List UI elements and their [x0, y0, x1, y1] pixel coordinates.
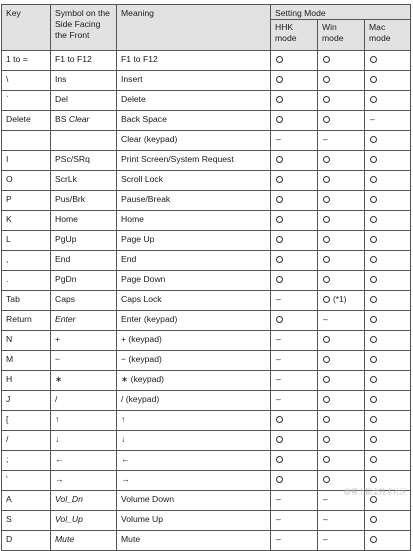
- header-win-mode: Win mode: [318, 20, 365, 51]
- circle-icon: [323, 236, 330, 243]
- cell-symbol: Mute: [51, 531, 117, 551]
- circle-icon: [370, 356, 377, 363]
- cell-key: ': [2, 471, 51, 491]
- cell-meaning: End: [117, 251, 271, 271]
- cell-win-mode: [318, 131, 365, 151]
- circle-icon: [370, 316, 377, 323]
- circle-icon: [323, 276, 330, 283]
- circle-icon: [370, 516, 377, 523]
- cell-win-mode: [318, 271, 365, 291]
- circle-icon: [370, 276, 377, 283]
- cell-key: M: [2, 351, 51, 371]
- cell-mac-mode: [365, 71, 411, 91]
- cell-mac-mode: [365, 511, 411, 531]
- cell-win-mode: [318, 451, 365, 471]
- cell-hhk-mode: [271, 531, 318, 551]
- table-row: [2, 411, 411, 431]
- cell-meaning: Page Down: [117, 271, 271, 291]
- cell-symbol: Home: [51, 211, 117, 231]
- cell-meaning: ↓: [117, 431, 271, 451]
- cell-hhk-mode: [271, 91, 318, 111]
- cell-symbol: ↑: [51, 411, 117, 431]
- cell-mac-mode: [365, 411, 411, 431]
- cell-hhk-mode: [271, 471, 318, 491]
- cell-key: S: [2, 511, 51, 531]
- cell-symbol: ScrLk: [51, 171, 117, 191]
- circle-icon: [276, 416, 283, 423]
- cell-key: [: [2, 411, 51, 431]
- circle-icon: [323, 396, 330, 403]
- table-header: [2, 5, 411, 51]
- cell-symbol: End: [51, 251, 117, 271]
- cell-symbol: Del: [51, 91, 117, 111]
- cell-mac-mode: [365, 231, 411, 251]
- cell-key: A: [2, 491, 51, 511]
- cell-symbol: →: [51, 471, 117, 491]
- cell-mac-mode: [365, 531, 411, 551]
- cell-mac-mode: [365, 151, 411, 171]
- circle-icon: [323, 176, 330, 183]
- cell-mac-mode: [365, 251, 411, 271]
- header-meaning: Meaning: [117, 5, 271, 51]
- cell-key: Tab: [2, 291, 51, 311]
- circle-icon: [276, 116, 283, 123]
- cell-hhk-mode: [271, 231, 318, 251]
- footnote-ref: (*1): [333, 294, 347, 304]
- cell-symbol: ↓: [51, 431, 117, 451]
- table-row: [2, 451, 411, 471]
- cell-win-mode: [318, 111, 365, 131]
- circle-icon: [276, 236, 283, 243]
- cell-meaning: Pause/Break: [117, 191, 271, 211]
- cell-symbol: Caps: [51, 291, 117, 311]
- cell-mac-mode: [365, 451, 411, 471]
- table-row: [2, 431, 411, 451]
- circle-icon: [323, 376, 330, 383]
- cell-hhk-mode: [271, 131, 318, 151]
- cell-hhk-mode: [271, 71, 318, 91]
- cell-symbol: PSc/SRq: [51, 151, 117, 171]
- cell-key: H: [2, 371, 51, 391]
- cell-mac-mode: [365, 191, 411, 211]
- cell-win-mode: [318, 211, 365, 231]
- cell-key: I: [2, 151, 51, 171]
- circle-icon: [323, 96, 330, 103]
- cell-meaning: Back Space: [117, 111, 271, 131]
- circle-icon: [323, 296, 330, 303]
- cell-hhk-mode: [271, 251, 318, 271]
- cell-meaning: Home: [117, 211, 271, 231]
- cell-hhk-mode: [271, 191, 318, 211]
- cell-symbol: [51, 131, 117, 151]
- cell-hhk-mode: [271, 311, 318, 331]
- cell-key: /: [2, 431, 51, 451]
- cell-key: \: [2, 71, 51, 91]
- circle-icon: [276, 256, 283, 263]
- cell-meaning: Page Up: [117, 231, 271, 251]
- cell-win-mode: [318, 311, 365, 331]
- cell-mac-mode: [365, 271, 411, 291]
- table-row: [2, 171, 411, 191]
- circle-icon: [276, 96, 283, 103]
- cell-mac-mode: [365, 51, 411, 71]
- cell-meaning: Delete: [117, 91, 271, 111]
- circle-icon: [323, 336, 330, 343]
- circle-icon: [370, 296, 377, 303]
- table-row: [2, 531, 411, 551]
- dash-mark: –: [276, 354, 281, 364]
- cell-win-mode: [318, 291, 365, 311]
- circle-icon: [323, 456, 330, 463]
- cell-mac-mode: [365, 311, 411, 331]
- cell-symbol: PgDn: [51, 271, 117, 291]
- cell-symbol: Vol_Dn: [51, 491, 117, 511]
- circle-icon: [323, 416, 330, 423]
- symbol-italic-part: Clear: [68, 114, 90, 124]
- table-row: [2, 351, 411, 371]
- table-row: [2, 311, 411, 331]
- cell-key: J: [2, 391, 51, 411]
- table-row: [2, 231, 411, 251]
- cell-win-mode: [318, 331, 365, 351]
- cell-key: Return: [2, 311, 51, 331]
- cell-win-mode: [318, 531, 365, 551]
- circle-icon: [370, 336, 377, 343]
- circle-icon: [323, 196, 330, 203]
- table-row: [2, 51, 411, 71]
- header-symbol: Symbol on the Side Facing the Front: [51, 5, 117, 51]
- cell-win-mode: [318, 51, 365, 71]
- cell-symbol: +: [51, 331, 117, 351]
- cell-key: [2, 131, 51, 151]
- table-body: [2, 51, 411, 551]
- cell-hhk-mode: [271, 331, 318, 351]
- cell-meaning: + (keypad): [117, 331, 271, 351]
- table-row: [2, 331, 411, 351]
- cell-meaning: F1 to F12: [117, 51, 271, 71]
- cell-symbol: Ins: [51, 71, 117, 91]
- circle-icon: [323, 356, 330, 363]
- circle-icon: [370, 416, 377, 423]
- cell-hhk-mode: [271, 411, 318, 431]
- circle-icon: [276, 56, 283, 63]
- dash-mark: –: [276, 134, 281, 144]
- cell-meaning: Clear (keypad): [117, 131, 271, 151]
- cell-mac-mode: [365, 431, 411, 451]
- cell-symbol: [51, 111, 117, 131]
- table-row: [2, 151, 411, 171]
- cell-win-mode: [318, 391, 365, 411]
- cell-hhk-mode: [271, 371, 318, 391]
- cell-key: P: [2, 191, 51, 211]
- circle-icon: [370, 236, 377, 243]
- cell-key: K: [2, 211, 51, 231]
- cell-hhk-mode: [271, 211, 318, 231]
- circle-icon: [323, 256, 330, 263]
- table-row: [2, 291, 411, 311]
- dash-mark: –: [323, 314, 328, 324]
- dash-mark: –: [276, 394, 281, 404]
- circle-icon: [370, 256, 377, 263]
- cell-win-mode: [318, 371, 365, 391]
- cell-meaning: Scroll Lock: [117, 171, 271, 191]
- header-setting-mode: Setting Mode: [271, 5, 411, 20]
- cell-meaning: ∗ (keypad): [117, 371, 271, 391]
- circle-icon: [276, 156, 283, 163]
- circle-icon: [276, 276, 283, 283]
- circle-icon: [370, 156, 377, 163]
- cell-win-mode: [318, 191, 365, 211]
- cell-symbol: ←: [51, 451, 117, 471]
- cell-symbol: Enter: [51, 311, 117, 331]
- table-row: [2, 71, 411, 91]
- cell-mac-mode: [365, 171, 411, 191]
- dash-mark: –: [323, 134, 328, 144]
- circle-icon: [323, 216, 330, 223]
- circle-icon: [370, 196, 377, 203]
- cell-mac-mode: [365, 371, 411, 391]
- table-row: [2, 91, 411, 111]
- cell-hhk-mode: [271, 51, 318, 71]
- circle-icon: [276, 436, 283, 443]
- cell-meaning: ←: [117, 451, 271, 471]
- cell-hhk-mode: [271, 351, 318, 371]
- cell-symbol: /: [51, 391, 117, 411]
- circle-icon: [276, 76, 283, 83]
- circle-icon: [370, 136, 377, 143]
- dash-mark: –: [276, 534, 281, 544]
- cell-meaning: →: [117, 471, 271, 491]
- cell-win-mode: [318, 151, 365, 171]
- cell-win-mode: [318, 511, 365, 531]
- dash-mark: –: [323, 494, 328, 504]
- cell-win-mode: [318, 411, 365, 431]
- cell-meaning: − (keypad): [117, 351, 271, 371]
- cell-hhk-mode: [271, 111, 318, 131]
- cell-symbol: −: [51, 351, 117, 371]
- circle-icon: [323, 156, 330, 163]
- circle-icon: [276, 176, 283, 183]
- dash-mark: –: [276, 494, 281, 504]
- cell-meaning: Volume Down: [117, 491, 271, 511]
- cell-mac-mode: [365, 211, 411, 231]
- cell-win-mode: [318, 71, 365, 91]
- circle-icon: [370, 216, 377, 223]
- cell-mac-mode: [365, 91, 411, 111]
- circle-icon: [370, 96, 377, 103]
- cell-mac-mode: [365, 291, 411, 311]
- cell-win-mode: [318, 91, 365, 111]
- table-row: [2, 271, 411, 291]
- circle-icon: [370, 396, 377, 403]
- key-mapping-table: [1, 4, 411, 551]
- cell-key: ,: [2, 251, 51, 271]
- cell-hhk-mode: [271, 391, 318, 411]
- header-hhk-mode: HHK mode: [271, 20, 318, 51]
- cell-key: Delete: [2, 111, 51, 131]
- cell-mac-mode: [365, 111, 411, 131]
- cell-win-mode: [318, 231, 365, 251]
- cell-hhk-mode: [271, 451, 318, 471]
- cell-mac-mode: [365, 351, 411, 371]
- dash-mark: –: [276, 514, 281, 524]
- dash-mark: –: [323, 514, 328, 524]
- circle-icon: [370, 376, 377, 383]
- watermark: @稀土掘金技术社区: [343, 489, 407, 496]
- cell-key: O: [2, 171, 51, 191]
- circle-icon: [323, 476, 330, 483]
- cell-meaning: Print Screen/System Request: [117, 151, 271, 171]
- cell-key: N: [2, 331, 51, 351]
- cell-hhk-mode: [271, 431, 318, 451]
- cell-meaning: ↑: [117, 411, 271, 431]
- circle-icon: [370, 536, 377, 543]
- cell-hhk-mode: [271, 151, 318, 171]
- cell-key: `: [2, 91, 51, 111]
- circle-icon: [276, 196, 283, 203]
- circle-icon: [323, 436, 330, 443]
- dash-mark: –: [276, 374, 281, 384]
- table-row: [2, 211, 411, 231]
- cell-symbol: ∗: [51, 371, 117, 391]
- circle-icon: [276, 456, 283, 463]
- cell-win-mode: [318, 351, 365, 371]
- circle-icon: [276, 476, 283, 483]
- table-row: [2, 111, 411, 131]
- cell-key: D: [2, 531, 51, 551]
- cell-mac-mode: [365, 391, 411, 411]
- table-row: [2, 511, 411, 531]
- circle-icon: [370, 436, 377, 443]
- circle-icon: [323, 56, 330, 63]
- circle-icon: [370, 76, 377, 83]
- dash-mark: –: [276, 334, 281, 344]
- cell-meaning: Mute: [117, 531, 271, 551]
- symbol-plain-part: BS: [55, 114, 69, 124]
- circle-icon: [370, 56, 377, 63]
- cell-meaning: Caps Lock: [117, 291, 271, 311]
- table-row: [2, 131, 411, 151]
- table-row: [2, 391, 411, 411]
- cell-hhk-mode: [271, 511, 318, 531]
- cell-hhk-mode: [271, 271, 318, 291]
- cell-meaning: / (keypad): [117, 391, 271, 411]
- cell-win-mode: [318, 171, 365, 191]
- cell-hhk-mode: [271, 171, 318, 191]
- circle-icon: [370, 456, 377, 463]
- cell-key: ;: [2, 451, 51, 471]
- cell-key: .: [2, 271, 51, 291]
- cell-symbol: PgUp: [51, 231, 117, 251]
- cell-meaning: Insert: [117, 71, 271, 91]
- cell-key: 1 to =: [2, 51, 51, 71]
- circle-icon: [370, 476, 377, 483]
- dash-mark: –: [370, 114, 375, 124]
- cell-win-mode: [318, 251, 365, 271]
- cell-hhk-mode: [271, 291, 318, 311]
- circle-icon: [370, 176, 377, 183]
- circle-icon: [276, 316, 283, 323]
- cell-symbol: F1 to F12: [51, 51, 117, 71]
- header-key: Key: [2, 5, 51, 51]
- dash-mark: –: [276, 294, 281, 304]
- header-mac-mode: Mac mode: [365, 20, 411, 51]
- cell-symbol: Vol_Up: [51, 511, 117, 531]
- cell-symbol: Pus/Brk: [51, 191, 117, 211]
- table-row: [2, 371, 411, 391]
- cell-meaning: Volume Up: [117, 511, 271, 531]
- cell-meaning: Enter (keypad): [117, 311, 271, 331]
- cell-win-mode: [318, 431, 365, 451]
- table-row: [2, 251, 411, 271]
- dash-mark: –: [323, 534, 328, 544]
- circle-icon: [323, 116, 330, 123]
- cell-hhk-mode: [271, 491, 318, 511]
- circle-icon: [323, 76, 330, 83]
- cell-mac-mode: [365, 131, 411, 151]
- cell-key: L: [2, 231, 51, 251]
- table-row: [2, 191, 411, 211]
- cell-mac-mode: [365, 331, 411, 351]
- circle-icon: [276, 216, 283, 223]
